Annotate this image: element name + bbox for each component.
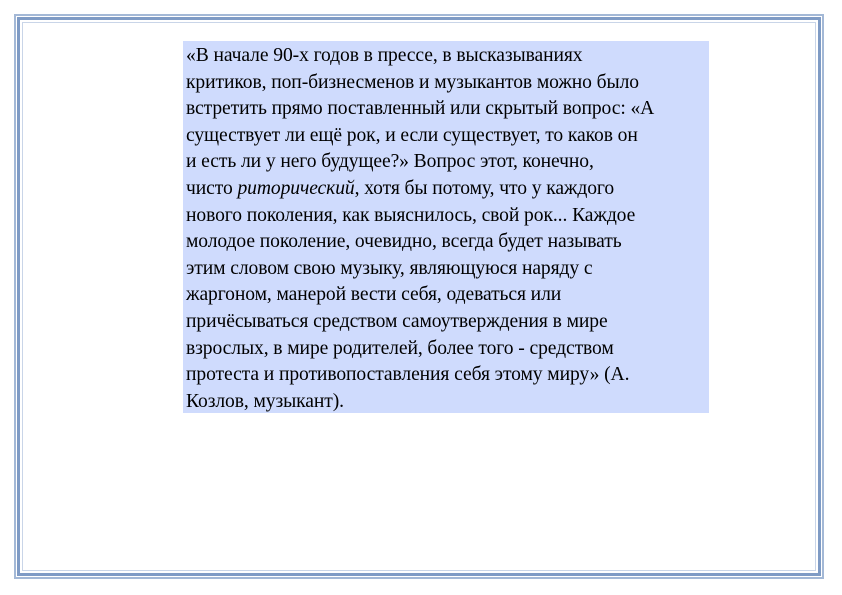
quote-line: Козлов, музыкант). <box>186 390 344 412</box>
quote-line: этим словом свою музыку, являющуюся наряду с <box>186 257 593 279</box>
quote-line: «В начале 90-х годов в прессе, в высказываниях <box>186 45 583 66</box>
quote-line: причёсываться средством самоутверждения в мире <box>186 310 608 332</box>
quote-line: встретить прямо поставленный или скрытый вопрос: «А <box>186 98 655 120</box>
quote-line: протеста и противопоставления себя этому миру» (А. <box>186 364 630 386</box>
quote-line: и есть ли у него будущее?» Вопрос этот, конечно, <box>186 151 594 173</box>
quote-line: существует ли ещё рок, и если существует, то каков он <box>186 124 638 146</box>
quote-line: жаргоном, манерой вести себя, одеваться или <box>186 284 562 306</box>
quote-italic-word: риторический <box>237 177 355 199</box>
quote-text <box>186 43 707 415</box>
quote-line: чисто <box>186 177 238 199</box>
quote-line: критиков, поп-бизнесменов и музыкантов можно было <box>186 71 639 93</box>
quote-line: молодое поколение, очевидно, всегда будет называть <box>186 231 622 253</box>
quote-block <box>183 41 709 413</box>
quote-line: нового поколения, как выяснилось, свой рок... Каждое <box>186 204 636 226</box>
quote-line: , хотя бы потому, что у каждого <box>354 177 615 199</box>
quote-line: взрослых, в мире родителей, более того - средством <box>186 337 614 359</box>
